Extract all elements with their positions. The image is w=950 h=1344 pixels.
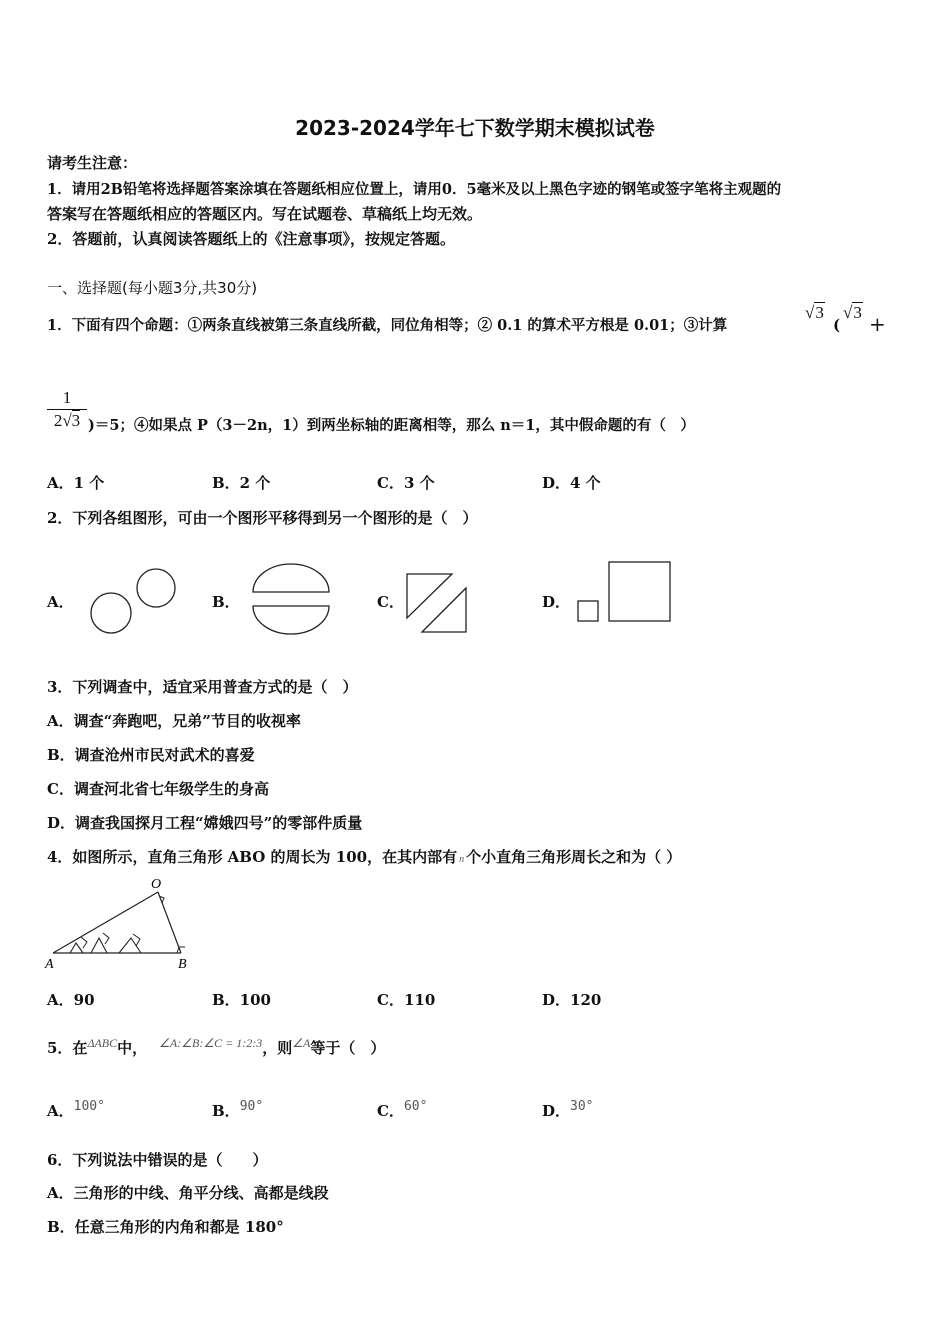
q4-n: n	[459, 854, 465, 865]
q5-text-c: ，则	[262, 1039, 293, 1057]
q5-option-d-value: 30°	[570, 1099, 594, 1114]
label-a: A	[45, 957, 54, 972]
q6-text: 6．下列说法中错误的是（ ）	[47, 1151, 268, 1169]
small-right-mark-1	[81, 937, 87, 948]
q3-option-d[interactable]: D．调查我国探月工程“嫦娥四号”的零部件质量	[47, 814, 363, 832]
square-large	[609, 562, 670, 621]
q2-figure-b	[248, 565, 338, 640]
notice-heading: 请考生注意：	[47, 154, 138, 172]
notice-line-2: 答案写在答题纸相应的答题区内。写在试题卷、草稿纸上均无效。	[47, 205, 483, 223]
q4-text-a	[47, 846, 681, 867]
side-ob	[158, 892, 181, 953]
q5-triangle: ΔABC	[87, 1036, 118, 1050]
q1-sqrt-1: √3	[805, 303, 824, 322]
triangle-lower	[422, 588, 466, 632]
q1-open-paren: (	[833, 316, 841, 334]
q5-option-d-label: D．	[542, 1102, 571, 1120]
q2-option-a-label[interactable]: A．	[47, 593, 74, 611]
circle-right	[137, 569, 175, 607]
q1-sqrt-2: √3	[843, 303, 862, 322]
q5-option-c-label: C．	[377, 1102, 404, 1120]
q1-text-a: 1．下面有四个命题：①两条直线被第三条直线所截，同位角相等；② 0.1 的算术平方根是 0.01；③计算	[47, 317, 728, 334]
q2-figure-c	[402, 570, 474, 636]
q5-option-b-label: B．	[212, 1102, 240, 1120]
q6-option-a[interactable]: A．三角形的中线、角平分线、高都是线段	[47, 1184, 329, 1202]
q4-text-b: 个小直角三角形周长之和为（ ）	[466, 848, 682, 866]
q4-option-c[interactable]: C．110	[377, 991, 436, 1009]
q1-option-b[interactable]: B．2 个	[212, 474, 271, 492]
q3-text: 3．下列调查中，适宜采用普查方式的是（ ）	[47, 678, 358, 696]
small-right-mark-3	[133, 934, 140, 946]
q3-option-a[interactable]: A．调查“奔跑吧，兄弟”节目的收视率	[47, 712, 301, 730]
q4-text-a-content: 4．如图所示，直角三角形 ABO 的周长为 100，在其内部有	[47, 848, 458, 866]
q1-option-a[interactable]: A．1 个	[47, 474, 105, 492]
q4-option-b[interactable]: B．100	[212, 991, 271, 1009]
q3-option-c[interactable]: C．调查河北省七年级学生的身高	[47, 780, 269, 798]
small-triangles	[70, 938, 141, 953]
q2-option-c-label[interactable]: C．	[377, 593, 404, 611]
q4-option-a[interactable]: A．90	[47, 991, 95, 1009]
segment-bottom	[253, 606, 329, 634]
section-heading: 一、选择题(每小题3分,共30分)	[47, 279, 258, 297]
notice-line-3: 2．答题前，认真阅读答题纸上的《注意事项》，按规定答题。	[47, 230, 455, 248]
q1-option-c[interactable]: C．3 个	[377, 474, 435, 492]
label-b: B	[178, 957, 187, 972]
segment-top	[253, 564, 329, 592]
square-small	[578, 601, 598, 621]
q6-option-b[interactable]: B．任意三角形的内角和都是 180°	[47, 1218, 284, 1236]
q4-option-d[interactable]: D．120	[542, 991, 602, 1009]
q1-frac-den: 2√3	[53, 411, 81, 430]
q5-text-a: 5．在	[47, 1039, 88, 1057]
small-right-mark-2	[103, 933, 109, 944]
q5-ratio: ∠A:∠B:∠C = 1:2:3	[159, 1036, 263, 1050]
q2-figure-a	[80, 560, 190, 645]
q1-fraction	[47, 388, 87, 431]
q5-option-c[interactable]	[377, 1099, 427, 1121]
q1-option-d[interactable]: D．4 个	[542, 474, 601, 492]
circle-left	[91, 593, 131, 633]
q1-frac-den-rad: 3	[71, 411, 81, 430]
q5-option-a[interactable]	[47, 1099, 105, 1121]
q5-option-b-value: 90°	[239, 1099, 264, 1114]
q5-option-d[interactable]	[542, 1099, 594, 1121]
q1-frac-bar	[47, 409, 87, 410]
q5-option-a-label: A．	[47, 1102, 74, 1120]
q5-angle-a: ∠A	[292, 1036, 311, 1050]
q1-radicand-1: 3	[815, 303, 824, 322]
q1-frac-num: 1	[62, 388, 72, 407]
q1-frac-den-coef: 2	[53, 411, 63, 430]
q3-option-b[interactable]: B．调查沧州市民对武术的喜爱	[47, 746, 255, 764]
q5-text	[47, 1036, 385, 1058]
q2-option-d-label[interactable]: D．	[542, 593, 571, 611]
q5-option-b[interactable]	[212, 1099, 263, 1121]
q4-figure	[45, 876, 195, 971]
label-o: O	[151, 877, 162, 892]
q5-option-c-value: 60°	[403, 1099, 428, 1114]
triangle-upper	[407, 574, 452, 618]
page-title: 2023-2024学年七下数学期末模拟试卷	[295, 116, 655, 140]
q5-option-a-value: 100°	[73, 1099, 105, 1114]
q2-figure-d	[574, 558, 679, 628]
q5-text-b: 中，	[117, 1039, 148, 1057]
q1-radicand-2: 3	[853, 303, 862, 322]
q1-plus: +	[869, 312, 886, 336]
q5-text-d: 等于（ ）	[310, 1039, 386, 1057]
q1-text-b: )＝5；④如果点 P（3－2n，1）到两坐标轴的距离相等，那么 n＝1，其中假命题的有（ ）	[88, 417, 695, 434]
notice-line-1: 1．请用2B铅笔将选择题答案涂填在答题纸相应位置上，请用0．5毫米及以上黑色字迹的钢笔或签字笔将主观题的	[47, 181, 782, 198]
q2-text: 2．下列各组图形，可由一个图形平移得到另一个图形的是（ ）	[47, 509, 478, 527]
q2-option-b-label[interactable]: B．	[212, 593, 240, 611]
